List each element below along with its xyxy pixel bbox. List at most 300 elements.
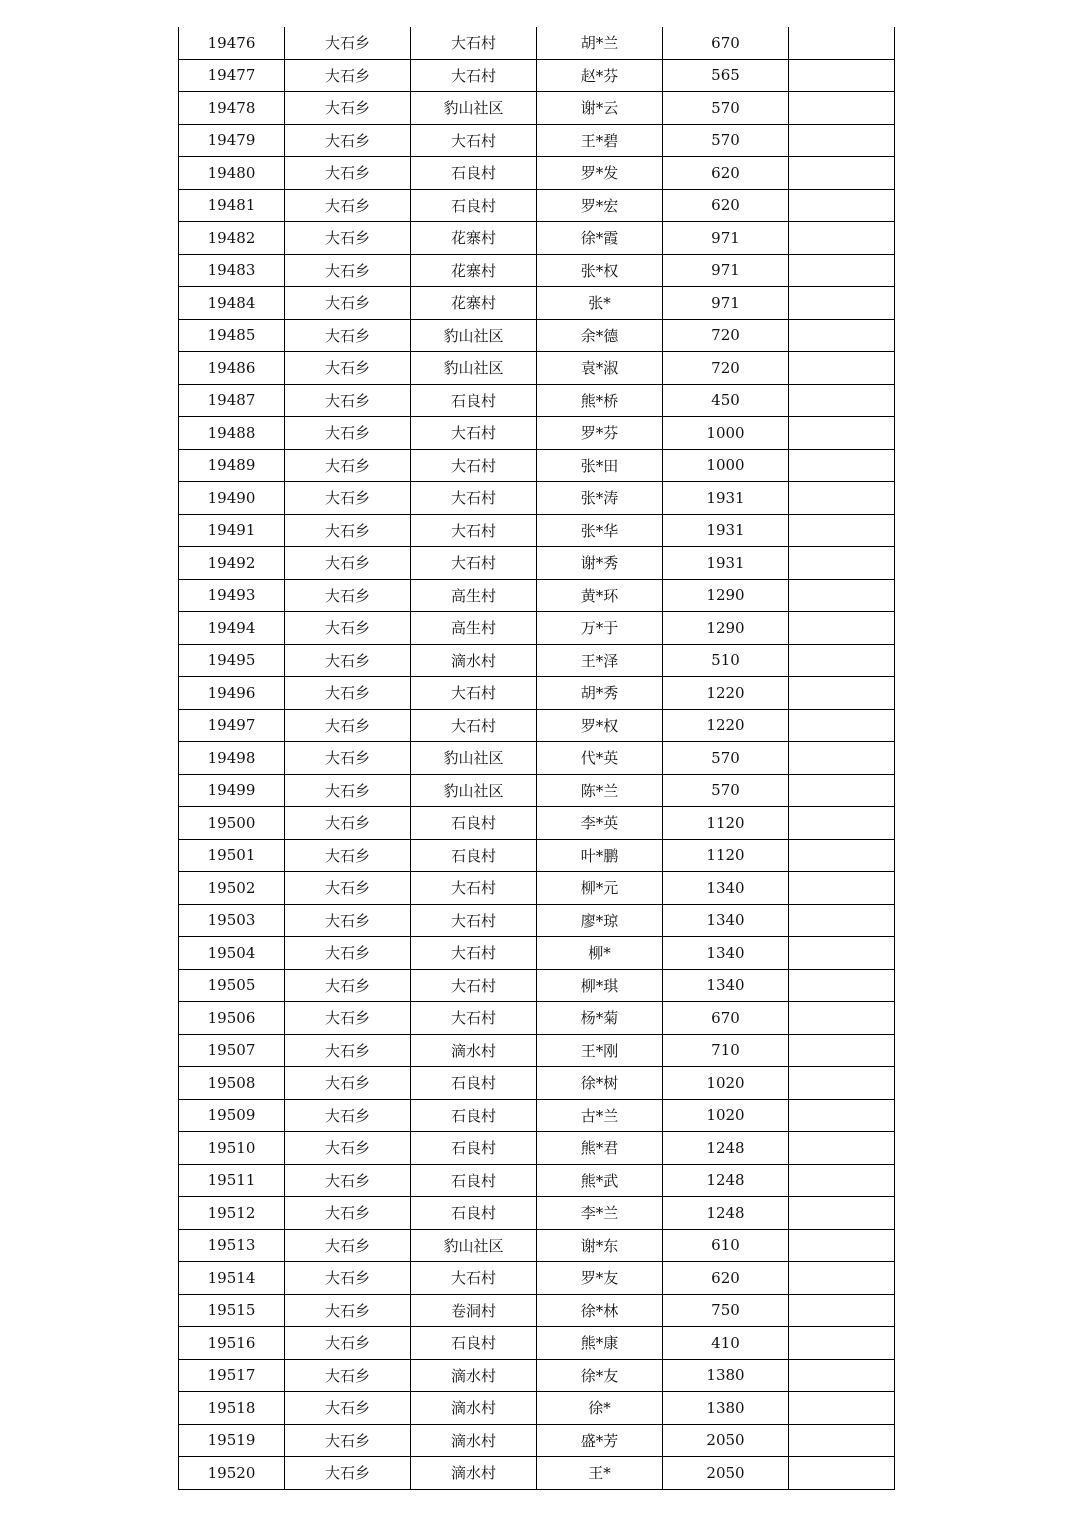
remarks-cell (789, 1034, 895, 1067)
township-cell: 大石乡 (285, 1229, 411, 1262)
name-cell: 罗*芬 (537, 417, 663, 450)
village-cell: 大石村 (411, 449, 537, 482)
amount-cell: 710 (663, 1034, 789, 1067)
township-cell: 大石乡 (285, 1294, 411, 1327)
township-cell: 大石乡 (285, 1002, 411, 1035)
table-row (179, 1359, 895, 1392)
table-row (179, 482, 895, 515)
township-cell: 大石乡 (285, 384, 411, 417)
name-cell: 张*田 (537, 449, 663, 482)
remarks-cell (789, 677, 895, 710)
name-cell: 张* (537, 287, 663, 320)
township-cell: 大石乡 (285, 1262, 411, 1295)
township-cell: 大石乡 (285, 579, 411, 612)
serial-number-cell: 19516 (179, 1327, 285, 1360)
name-cell: 谢*东 (537, 1229, 663, 1262)
serial-number-cell: 19496 (179, 677, 285, 710)
village-cell: 大石村 (411, 417, 537, 450)
remarks-cell (789, 417, 895, 450)
amount-cell: 971 (663, 254, 789, 287)
amount-cell: 1290 (663, 612, 789, 645)
serial-number-cell: 19480 (179, 157, 285, 190)
township-cell: 大石乡 (285, 417, 411, 450)
name-cell: 李*兰 (537, 1197, 663, 1230)
serial-number-cell: 19488 (179, 417, 285, 450)
township-cell: 大石乡 (285, 774, 411, 807)
name-cell: 胡*秀 (537, 677, 663, 710)
remarks-cell (789, 872, 895, 905)
name-cell: 张*涛 (537, 482, 663, 515)
remarks-cell (789, 612, 895, 645)
serial-number-cell: 19509 (179, 1099, 285, 1132)
name-cell: 熊*康 (537, 1327, 663, 1360)
amount-cell: 1380 (663, 1392, 789, 1425)
serial-number-cell: 19507 (179, 1034, 285, 1067)
table-row (179, 287, 895, 320)
serial-number-cell: 19482 (179, 222, 285, 255)
township-cell: 大石乡 (285, 644, 411, 677)
table-row (179, 1132, 895, 1165)
remarks-cell (789, 1197, 895, 1230)
village-cell: 大石村 (411, 709, 537, 742)
amount-cell: 1248 (663, 1197, 789, 1230)
name-cell: 黄*环 (537, 579, 663, 612)
village-cell: 大石村 (411, 904, 537, 937)
name-cell: 徐*树 (537, 1067, 663, 1100)
table-row (179, 677, 895, 710)
amount-cell: 1000 (663, 417, 789, 450)
remarks-cell (789, 482, 895, 515)
serial-number-cell: 19517 (179, 1359, 285, 1392)
table-row (179, 124, 895, 157)
remarks-cell (789, 839, 895, 872)
township-cell: 大石乡 (285, 449, 411, 482)
name-cell: 柳*琪 (537, 969, 663, 1002)
serial-number-cell: 19489 (179, 449, 285, 482)
table-row (179, 514, 895, 547)
amount-cell: 1340 (663, 904, 789, 937)
serial-number-cell: 19505 (179, 969, 285, 1002)
amount-cell: 720 (663, 319, 789, 352)
township-cell: 大石乡 (285, 807, 411, 840)
serial-number-cell: 19487 (179, 384, 285, 417)
serial-number-cell: 19498 (179, 742, 285, 775)
township-cell: 大石乡 (285, 937, 411, 970)
village-cell: 滴水村 (411, 644, 537, 677)
name-cell: 杨*菊 (537, 1002, 663, 1035)
serial-number-cell: 19479 (179, 124, 285, 157)
township-cell: 大石乡 (285, 1424, 411, 1457)
village-cell: 大石村 (411, 1002, 537, 1035)
remarks-cell (789, 1327, 895, 1360)
township-cell: 大石乡 (285, 1099, 411, 1132)
remarks-cell (789, 1132, 895, 1165)
amount-cell: 570 (663, 124, 789, 157)
table-row (179, 709, 895, 742)
remarks-cell (789, 904, 895, 937)
remarks-cell (789, 222, 895, 255)
table-row (179, 579, 895, 612)
remarks-cell (789, 969, 895, 1002)
township-cell: 大石乡 (285, 742, 411, 775)
remarks-cell (789, 449, 895, 482)
township-cell: 大石乡 (285, 1034, 411, 1067)
remarks-cell (789, 1164, 895, 1197)
amount-cell: 971 (663, 222, 789, 255)
village-cell: 豹山社区 (411, 352, 537, 385)
remarks-cell (789, 1424, 895, 1457)
serial-number-cell: 19483 (179, 254, 285, 287)
village-cell: 豹山社区 (411, 1229, 537, 1262)
township-cell: 大石乡 (285, 677, 411, 710)
township-cell: 大石乡 (285, 514, 411, 547)
remarks-cell (789, 157, 895, 190)
amount-cell: 2050 (663, 1424, 789, 1457)
name-cell: 柳* (537, 937, 663, 970)
table-row (179, 417, 895, 450)
remarks-cell (789, 124, 895, 157)
remarks-cell (789, 579, 895, 612)
table-row (179, 1099, 895, 1132)
remarks-cell (789, 254, 895, 287)
serial-number-cell: 19484 (179, 287, 285, 320)
name-cell: 袁*淑 (537, 352, 663, 385)
village-cell: 大石村 (411, 677, 537, 710)
remarks-cell (789, 644, 895, 677)
serial-number-cell: 19485 (179, 319, 285, 352)
remarks-cell (789, 27, 895, 59)
serial-number-cell: 19519 (179, 1424, 285, 1457)
remarks-cell (789, 514, 895, 547)
serial-number-cell: 19500 (179, 807, 285, 840)
name-cell: 徐*霞 (537, 222, 663, 255)
amount-cell: 2050 (663, 1457, 789, 1490)
table-row (179, 839, 895, 872)
serial-number-cell: 19502 (179, 872, 285, 905)
remarks-cell (789, 807, 895, 840)
village-cell: 石良村 (411, 1099, 537, 1132)
name-cell: 李*英 (537, 807, 663, 840)
village-cell: 高生村 (411, 579, 537, 612)
amount-cell: 620 (663, 157, 789, 190)
township-cell: 大石乡 (285, 1067, 411, 1100)
amount-cell: 565 (663, 59, 789, 92)
remarks-cell (789, 774, 895, 807)
table-row (179, 969, 895, 1002)
name-cell: 熊*桥 (537, 384, 663, 417)
table-row (179, 1002, 895, 1035)
table-row (179, 1197, 895, 1230)
amount-cell: 620 (663, 1262, 789, 1295)
table-row (179, 1327, 895, 1360)
amount-cell: 670 (663, 27, 789, 59)
township-cell: 大石乡 (285, 969, 411, 1002)
serial-number-cell: 19510 (179, 1132, 285, 1165)
remarks-cell (789, 709, 895, 742)
township-cell: 大石乡 (285, 1197, 411, 1230)
serial-number-cell: 19486 (179, 352, 285, 385)
table-row (179, 189, 895, 222)
amount-cell: 1220 (663, 677, 789, 710)
village-cell: 大石村 (411, 969, 537, 1002)
table-row (179, 59, 895, 92)
village-cell: 石良村 (411, 807, 537, 840)
village-cell: 大石村 (411, 547, 537, 580)
table-row (179, 92, 895, 125)
remarks-cell (789, 1294, 895, 1327)
amount-cell: 570 (663, 742, 789, 775)
name-cell: 余*德 (537, 319, 663, 352)
remarks-cell (789, 189, 895, 222)
table-row (179, 937, 895, 970)
village-cell: 石良村 (411, 839, 537, 872)
serial-number-cell: 19476 (179, 27, 285, 59)
table-row (179, 774, 895, 807)
table-row (179, 1229, 895, 1262)
name-cell: 徐*林 (537, 1294, 663, 1327)
township-cell: 大石乡 (285, 839, 411, 872)
township-cell: 大石乡 (285, 547, 411, 580)
document-page (178, 27, 894, 1490)
name-cell: 柳*元 (537, 872, 663, 905)
serial-number-cell: 19512 (179, 1197, 285, 1230)
name-cell: 谢*秀 (537, 547, 663, 580)
township-cell: 大石乡 (285, 319, 411, 352)
remarks-cell (789, 287, 895, 320)
remarks-cell (789, 1099, 895, 1132)
remarks-cell (789, 1002, 895, 1035)
amount-cell: 670 (663, 1002, 789, 1035)
serial-number-cell: 19477 (179, 59, 285, 92)
township-cell: 大石乡 (285, 157, 411, 190)
name-cell: 陈*兰 (537, 774, 663, 807)
remarks-cell (789, 1392, 895, 1425)
township-cell: 大石乡 (285, 1327, 411, 1360)
amount-cell: 410 (663, 1327, 789, 1360)
serial-number-cell: 19490 (179, 482, 285, 515)
name-cell: 熊*武 (537, 1164, 663, 1197)
amount-cell: 1020 (663, 1099, 789, 1132)
village-cell: 滴水村 (411, 1457, 537, 1490)
village-cell: 大石村 (411, 872, 537, 905)
township-cell: 大石乡 (285, 27, 411, 59)
serial-number-cell: 19515 (179, 1294, 285, 1327)
village-cell: 滴水村 (411, 1424, 537, 1457)
township-cell: 大石乡 (285, 1164, 411, 1197)
village-cell: 石良村 (411, 384, 537, 417)
township-cell: 大石乡 (285, 287, 411, 320)
amount-cell: 1020 (663, 1067, 789, 1100)
name-cell: 廖*琼 (537, 904, 663, 937)
serial-number-cell: 19495 (179, 644, 285, 677)
remarks-cell (789, 59, 895, 92)
table-row (179, 1392, 895, 1425)
data-table (178, 27, 895, 1490)
village-cell: 大石村 (411, 59, 537, 92)
amount-cell: 750 (663, 1294, 789, 1327)
village-cell: 大石村 (411, 124, 537, 157)
township-cell: 大石乡 (285, 1359, 411, 1392)
township-cell: 大石乡 (285, 1392, 411, 1425)
name-cell: 张*华 (537, 514, 663, 547)
amount-cell: 620 (663, 189, 789, 222)
table-row (179, 612, 895, 645)
name-cell: 张*权 (537, 254, 663, 287)
serial-number-cell: 19494 (179, 612, 285, 645)
table-row (179, 1164, 895, 1197)
village-cell: 大石村 (411, 27, 537, 59)
amount-cell: 1290 (663, 579, 789, 612)
table-body (179, 27, 895, 1489)
amount-cell: 1340 (663, 969, 789, 1002)
township-cell: 大石乡 (285, 612, 411, 645)
serial-number-cell: 19513 (179, 1229, 285, 1262)
village-cell: 卷洞村 (411, 1294, 537, 1327)
amount-cell: 1931 (663, 514, 789, 547)
village-cell: 石良村 (411, 1197, 537, 1230)
amount-cell: 1248 (663, 1164, 789, 1197)
table-row (179, 872, 895, 905)
serial-number-cell: 19518 (179, 1392, 285, 1425)
table-row (179, 1424, 895, 1457)
serial-number-cell: 19504 (179, 937, 285, 970)
name-cell: 王*泽 (537, 644, 663, 677)
serial-number-cell: 19492 (179, 547, 285, 580)
township-cell: 大石乡 (285, 189, 411, 222)
table-row (179, 807, 895, 840)
remarks-cell (789, 1457, 895, 1490)
village-cell: 石良村 (411, 157, 537, 190)
remarks-cell (789, 547, 895, 580)
remarks-cell (789, 1359, 895, 1392)
amount-cell: 570 (663, 92, 789, 125)
township-cell: 大石乡 (285, 92, 411, 125)
table-row (179, 1294, 895, 1327)
serial-number-cell: 19497 (179, 709, 285, 742)
township-cell: 大石乡 (285, 254, 411, 287)
table-row (179, 904, 895, 937)
village-cell: 大石村 (411, 514, 537, 547)
village-cell: 豹山社区 (411, 742, 537, 775)
township-cell: 大石乡 (285, 904, 411, 937)
village-cell: 石良村 (411, 1132, 537, 1165)
serial-number-cell: 19514 (179, 1262, 285, 1295)
table-row (179, 547, 895, 580)
village-cell: 滴水村 (411, 1359, 537, 1392)
amount-cell: 1120 (663, 807, 789, 840)
township-cell: 大石乡 (285, 352, 411, 385)
amount-cell: 1340 (663, 937, 789, 970)
serial-number-cell: 19520 (179, 1457, 285, 1490)
remarks-cell (789, 319, 895, 352)
serial-number-cell: 19508 (179, 1067, 285, 1100)
remarks-cell (789, 352, 895, 385)
township-cell: 大石乡 (285, 1457, 411, 1490)
name-cell: 谢*云 (537, 92, 663, 125)
table-row (179, 742, 895, 775)
serial-number-cell: 19503 (179, 904, 285, 937)
name-cell: 徐* (537, 1392, 663, 1425)
amount-cell: 1380 (663, 1359, 789, 1392)
village-cell: 大石村 (411, 1262, 537, 1295)
village-cell: 豹山社区 (411, 319, 537, 352)
township-cell: 大石乡 (285, 222, 411, 255)
table-row (179, 1457, 895, 1490)
name-cell: 徐*友 (537, 1359, 663, 1392)
amount-cell: 450 (663, 384, 789, 417)
name-cell: 罗*权 (537, 709, 663, 742)
amount-cell: 1220 (663, 709, 789, 742)
amount-cell: 720 (663, 352, 789, 385)
township-cell: 大石乡 (285, 59, 411, 92)
village-cell: 豹山社区 (411, 774, 537, 807)
table-row (179, 1067, 895, 1100)
remarks-cell (789, 1229, 895, 1262)
remarks-cell (789, 384, 895, 417)
village-cell: 花寨村 (411, 287, 537, 320)
serial-number-cell: 19506 (179, 1002, 285, 1035)
amount-cell: 1120 (663, 839, 789, 872)
amount-cell: 1000 (663, 449, 789, 482)
remarks-cell (789, 1067, 895, 1100)
amount-cell: 1931 (663, 482, 789, 515)
table-row (179, 157, 895, 190)
village-cell: 石良村 (411, 1327, 537, 1360)
name-cell: 王* (537, 1457, 663, 1490)
name-cell: 代*英 (537, 742, 663, 775)
township-cell: 大石乡 (285, 872, 411, 905)
village-cell: 花寨村 (411, 254, 537, 287)
table-row (179, 352, 895, 385)
table-row (179, 254, 895, 287)
serial-number-cell: 19511 (179, 1164, 285, 1197)
remarks-cell (789, 92, 895, 125)
village-cell: 石良村 (411, 1164, 537, 1197)
amount-cell: 610 (663, 1229, 789, 1262)
township-cell: 大石乡 (285, 1132, 411, 1165)
table-row (179, 27, 895, 59)
remarks-cell (789, 742, 895, 775)
table-row (179, 222, 895, 255)
name-cell: 熊*君 (537, 1132, 663, 1165)
name-cell: 王*刚 (537, 1034, 663, 1067)
serial-number-cell: 19491 (179, 514, 285, 547)
village-cell: 石良村 (411, 189, 537, 222)
remarks-cell (789, 937, 895, 970)
name-cell: 罗*友 (537, 1262, 663, 1295)
amount-cell: 1931 (663, 547, 789, 580)
name-cell: 古*兰 (537, 1099, 663, 1132)
township-cell: 大石乡 (285, 482, 411, 515)
table-row (179, 449, 895, 482)
township-cell: 大石乡 (285, 709, 411, 742)
serial-number-cell: 19478 (179, 92, 285, 125)
remarks-cell (789, 1262, 895, 1295)
village-cell: 滴水村 (411, 1392, 537, 1425)
village-cell: 大石村 (411, 482, 537, 515)
amount-cell: 971 (663, 287, 789, 320)
name-cell: 罗*发 (537, 157, 663, 190)
name-cell: 万*于 (537, 612, 663, 645)
name-cell: 王*碧 (537, 124, 663, 157)
village-cell: 豹山社区 (411, 92, 537, 125)
village-cell: 大石村 (411, 937, 537, 970)
village-cell: 滴水村 (411, 1034, 537, 1067)
village-cell: 花寨村 (411, 222, 537, 255)
name-cell: 叶*鹏 (537, 839, 663, 872)
name-cell: 罗*宏 (537, 189, 663, 222)
serial-number-cell: 19499 (179, 774, 285, 807)
